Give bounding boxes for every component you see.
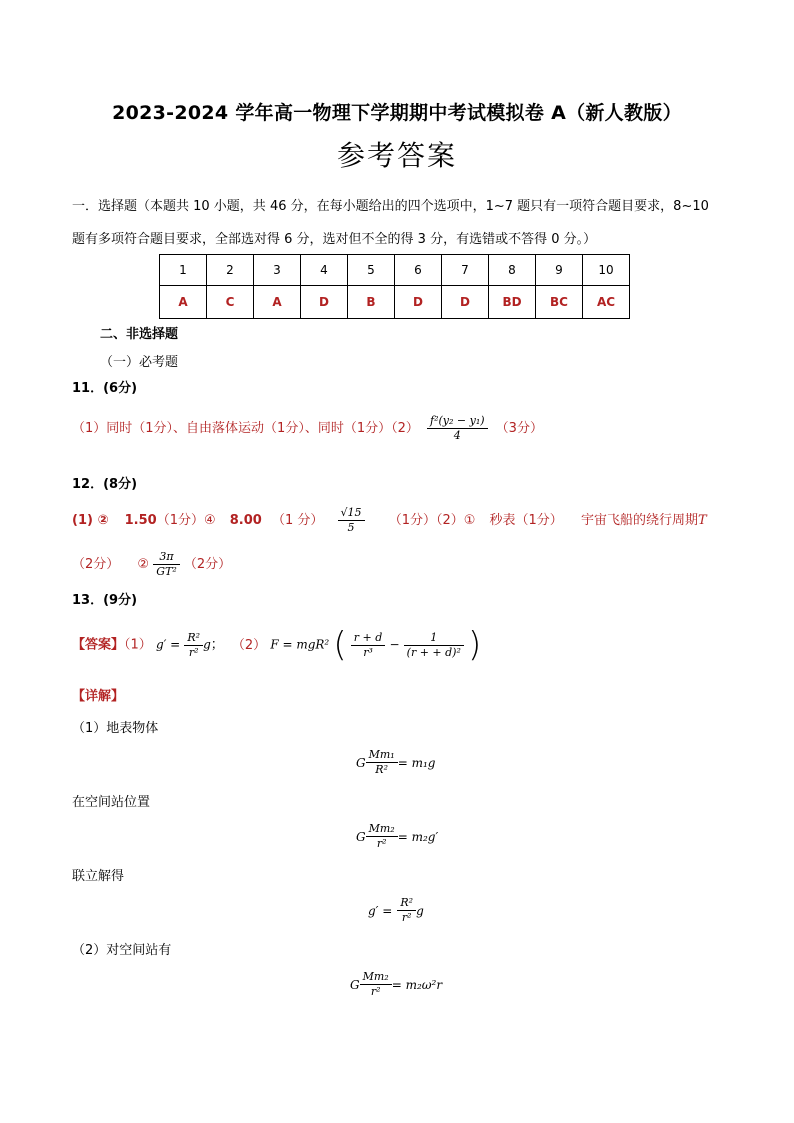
- q13-term2-num: 1: [404, 631, 464, 646]
- q13-p2-label: （2）: [231, 637, 267, 653]
- table-cell: D: [442, 286, 489, 319]
- section2-heading: 二、非选择题: [100, 327, 179, 342]
- q13-frac-r2: [184, 631, 203, 660]
- q13-step1: （1）地表物体: [72, 721, 159, 736]
- q13-eq1-frac: [366, 748, 398, 777]
- q13-eq1: [356, 748, 435, 777]
- q13-gprime: g′ =: [155, 637, 181, 652]
- table-cell: 2: [207, 255, 254, 286]
- q13-term1-den: r³: [363, 645, 373, 659]
- table-cell: AC: [583, 286, 630, 319]
- q13-label: 13．(9分): [72, 593, 138, 608]
- table-cell: A: [160, 286, 207, 319]
- q13-eq4-num: Mm₂: [360, 970, 392, 985]
- q13-F-expr: F = mgR²: [270, 637, 330, 652]
- table-cell: D: [301, 286, 348, 319]
- q13-eq1-den: R²: [375, 763, 388, 776]
- q13-eq4: [350, 970, 442, 999]
- table-cell: 5: [348, 255, 395, 286]
- q13-eq1-left: G: [356, 756, 366, 770]
- q12-score1: （1分）④: [156, 513, 216, 528]
- table-cell: C: [207, 286, 254, 319]
- q13-eq4-right: = m₂ω²r: [391, 978, 443, 992]
- q13-eq2-right: = m₂g′: [397, 830, 439, 844]
- q11-label: 11．(6分): [72, 381, 138, 396]
- q13-eq3-right: g: [416, 904, 424, 918]
- q12-frac1-num: √15: [338, 506, 365, 521]
- q13-eq3-num: R²: [397, 896, 416, 911]
- q12-frac2: [153, 550, 180, 579]
- section1-intro-line2: 题有多项符合题目要求，全部选对得 6 分，选对但不全的得 3 分，有选错或不答得 0 分。）: [72, 232, 597, 247]
- table-cell: 1: [160, 255, 207, 286]
- q13-term1: [351, 631, 386, 660]
- table-cell: 8: [489, 255, 536, 286]
- q13-eq4-den: r²: [370, 985, 381, 998]
- q11-answer: [72, 414, 543, 443]
- q13-frac-r2-den: r²: [188, 645, 199, 659]
- q11-formula-den: 4: [453, 429, 461, 442]
- q13-minus: −: [389, 637, 400, 652]
- table-cell: B: [348, 286, 395, 319]
- table-cell: 4: [301, 255, 348, 286]
- answer-table: [159, 254, 630, 319]
- page-subtitle: 参考答案: [336, 139, 457, 172]
- q12-item2: 宇宙飞船的绕行周期: [580, 513, 698, 528]
- left-paren-icon: (: [333, 625, 347, 665]
- q13-eq2-den: r²: [376, 837, 387, 850]
- table-cell: BC: [536, 286, 583, 319]
- q12-line2-score: （2分）: [72, 557, 120, 572]
- q13-frac-r2-num: R²: [184, 631, 203, 646]
- q13-detail-tag: 【详解】: [72, 689, 125, 704]
- right-paren-icon: ): [468, 625, 482, 665]
- q11-formula: [427, 414, 488, 443]
- q13-eq3: [368, 896, 424, 925]
- q12-label: 12．(8分): [72, 477, 138, 492]
- q11-formula-num: f²(y₂ − y₁): [427, 414, 488, 429]
- table-cell: 7: [442, 255, 489, 286]
- q13-sep: ；: [210, 637, 224, 653]
- table-cell: 9: [536, 255, 583, 286]
- q13-eq2-left: G: [356, 830, 366, 844]
- q12-val2: 8.00: [229, 513, 262, 528]
- q13-eq3-left: g′ =: [368, 904, 393, 918]
- table-row-numbers: [160, 255, 630, 286]
- q13-eq1-num: Mm₁: [366, 748, 398, 763]
- q12-line1: [72, 506, 707, 535]
- table-cell: 10: [583, 255, 630, 286]
- page-title: 2023-2024 学年高一物理下学期期中考试模拟卷 A（新人教版）: [112, 102, 682, 124]
- section1-intro-line1: 一．选择题（本题共 10 小题，共 46 分，在每小题给出的四个选项中，1~7 题只有一项符合题目要求，8~10: [72, 199, 709, 214]
- q12-line2: [72, 550, 231, 579]
- q11-score: （3分）: [495, 421, 543, 436]
- q12-score2: （1 分）: [271, 513, 324, 528]
- table-cell: A: [254, 286, 301, 319]
- q13-term2-den: (r + + d)²: [406, 645, 461, 659]
- q13-step3: 联立解得: [72, 869, 125, 884]
- q13-eq1-right: = m₁g: [397, 756, 436, 770]
- q12-frac1: [338, 506, 365, 535]
- q13-answer-line: [72, 625, 482, 665]
- section2-subheading: （一）必考题: [100, 355, 179, 370]
- q13-g: g: [203, 637, 211, 652]
- q12-frac2-num: 3π: [153, 550, 180, 565]
- table-cell: 3: [254, 255, 301, 286]
- q13-eq4-left: G: [350, 978, 360, 992]
- q13-eq2: [356, 822, 438, 851]
- q13-eq4-frac: [360, 970, 392, 999]
- q12-val1: 1.50: [124, 513, 157, 528]
- table-row-answers: [160, 286, 630, 319]
- q13-term1-num: r + d: [351, 631, 386, 646]
- q13-eq2-frac: [366, 822, 398, 851]
- q12-item2-var: T: [697, 513, 707, 528]
- q13-term2: [404, 631, 464, 660]
- q13-answer-tag: 【答案】: [72, 637, 125, 653]
- table-cell: 6: [395, 255, 442, 286]
- q12-part1-prefix: (1) ②: [72, 513, 109, 528]
- q12-circle2: ②: [137, 557, 150, 572]
- q12-line2-score2: （2分）: [183, 557, 232, 572]
- q13-eq3-frac: [397, 896, 416, 925]
- q13-step2: 在空间站位置: [72, 795, 151, 810]
- q12-frac2-den: GT²: [156, 565, 177, 578]
- q13-step4: （2）对空间站有: [72, 943, 172, 958]
- q12-frac1-den: 5: [347, 521, 355, 534]
- q11-answer-text: （1）同时（1分）、自由落体运动（1分）、同时（1分）（2）: [72, 421, 419, 436]
- q13-eq3-den: r²: [401, 911, 412, 924]
- q13-p1-label: （1）: [124, 637, 152, 653]
- q12-item1: 秒表（1分）: [489, 513, 563, 528]
- q12-score3: （1分）（2）①: [388, 513, 476, 528]
- table-cell: D: [395, 286, 442, 319]
- q13-eq2-num: Mm₂: [366, 822, 398, 837]
- table-cell: BD: [489, 286, 536, 319]
